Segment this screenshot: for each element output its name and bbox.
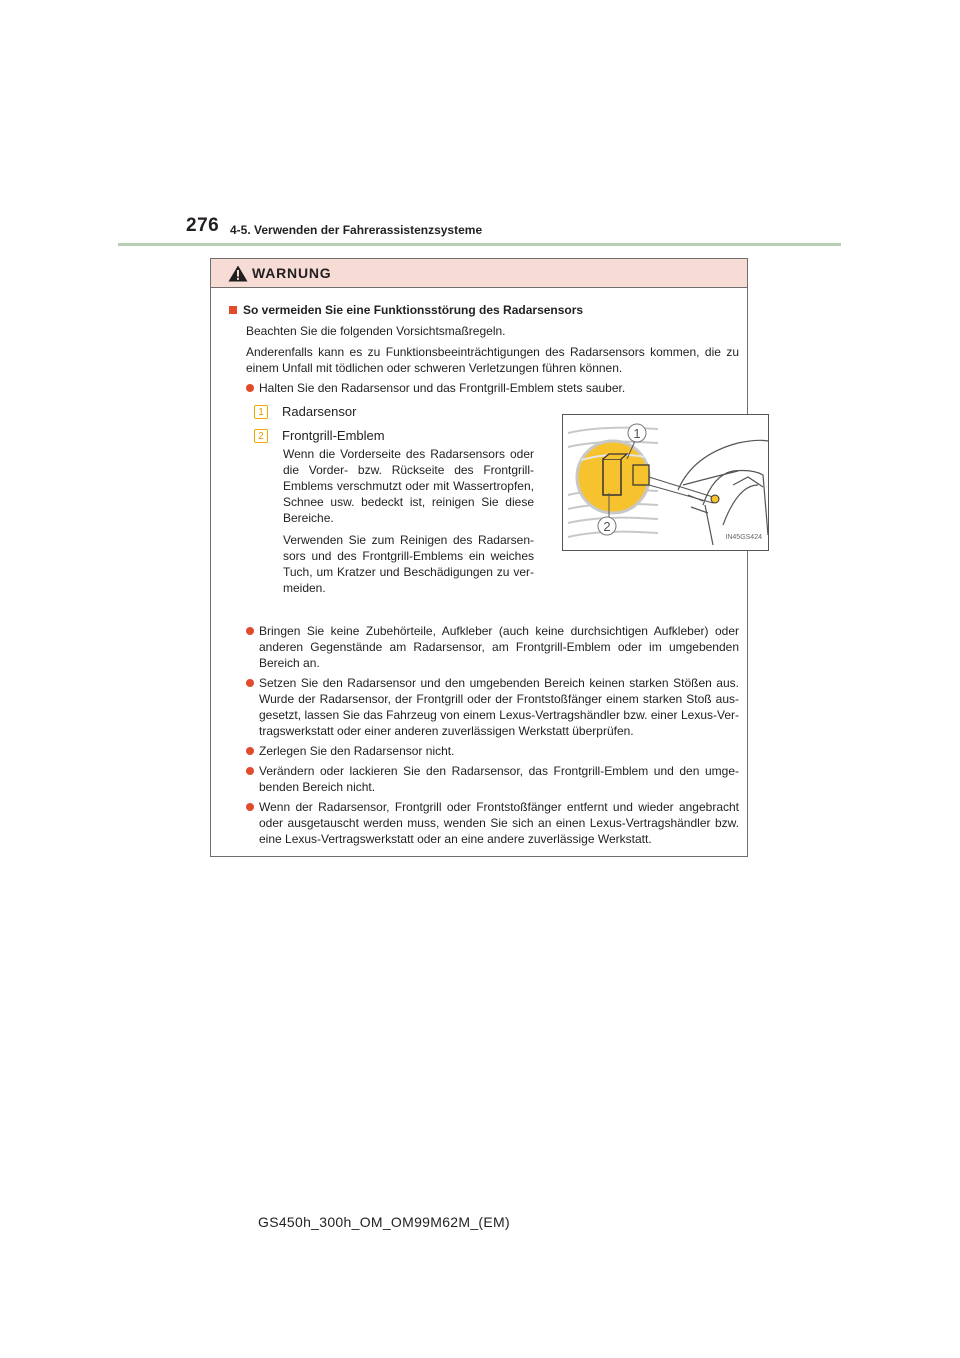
bullet-dot-icon (246, 627, 254, 635)
number-1-icon: 1 (254, 405, 268, 419)
bullet-item (246, 799, 739, 847)
legend-description: Wenn die Vorderseite des Radarsensors oder die Vorder- bzw. Rückseite des Frontgrill-Emblems verschmutzt oder mit Wassertropfen, Schnee usw. bedeckt ist, reinigen Sie diese Bereiche. (283, 447, 534, 525)
document-code: GS450h_300h_OM_OM99M62M_(EM) (258, 1214, 510, 1230)
figure-code: IN45GS424 (725, 534, 762, 541)
warning-body (211, 288, 762, 847)
legend-block (246, 404, 762, 619)
figure-callout-2: 2 (603, 519, 611, 534)
bullet-item (246, 763, 739, 795)
bullet-item (246, 623, 739, 671)
legend-label: Frontgrill-Emblem (282, 428, 385, 443)
legend-description: Verwenden Sie zum Reinigen des Radarsen-sors und des Frontgrill-Emblems ein weiches Tuch, um Kratzer und Beschädigungen zu ver-meiden. (283, 533, 534, 595)
bullet-text: Wenn der Radarsensor, Frontgrill oder Frontstoßfänger entfernt und wieder angebracht oder ausgetauscht werden muss, wenden Sie sich an einen Lexus-Vertragshändler bzw. eine Lexus-Vertragswerkstatt oder an eine andere zuverlässige Werkstatt. (259, 800, 739, 846)
page-number: 276 (186, 215, 220, 236)
bullet-dot-icon (246, 803, 254, 811)
warning-box (210, 258, 762, 857)
warning-title: WARNUNG (252, 265, 332, 281)
warning-triangle-icon (228, 265, 248, 282)
header-rule (118, 243, 841, 246)
bullet-text: Halten Sie den Radarsensor und das Frontgrill-Emblem stets sauber. (259, 381, 626, 395)
section-title: 4-5. Verwenden der Fahrerassistenzsysteme (230, 223, 483, 237)
figure-callout-1: 1 (633, 426, 641, 441)
bullet-dot-icon (246, 679, 254, 687)
bullet-dot-icon (246, 767, 254, 775)
bullet-item (246, 743, 739, 759)
bullet-dot-icon (246, 384, 254, 392)
number-2-icon: 2 (254, 429, 268, 443)
bullet-text: Bringen Sie keine Zubehörteile, Aufkleber (auch keine durchsichtigen Aufkleber) oder anderen Gegenstände am Radarsensor, am Frontgrill-Emblem oder im umgebenden Bereich an. (259, 624, 739, 670)
legend-label: Radarsensor (282, 404, 357, 419)
warning-heading-text: So vermeiden Sie eine Funktionsstörung des Radarsensors (243, 303, 584, 317)
radar-sensor-figure (562, 414, 769, 551)
warning-heading (228, 302, 739, 318)
bullet-item (246, 380, 739, 396)
warning-header (211, 259, 747, 288)
bullet-dot-icon (246, 747, 254, 755)
bullet-text: Zerlegen Sie den Radarsensor nicht. (259, 744, 455, 758)
warning-consequence: Anderenfalls kann es zu Funktionsbeeinträchtigungen des Radarsensors kommen, die zu einem Unfall mit tödlichen oder schweren Verletzungen führen können. (246, 345, 739, 375)
bullet-text: Setzen Sie den Radarsensor und den umgebenden Bereich keinen starken Stößen aus. Wurde der Radarsensor, der Frontgrill oder der Frontstoßfänger einem starken Stoß aus-gesetzt, lassen Sie das Fahrzeug von einem Lexus-Vertragshändler bzw. einer Lexus-Ver-tragswerkstatt oder einer anderen zuverlässigen Werkstatt überprüfen. (259, 676, 739, 738)
bullet-item (246, 675, 739, 739)
warning-intro: Beachten Sie die folgenden Vorsichtsmaßregeln. (246, 324, 506, 338)
bullet-text: Verändern oder lackieren Sie den Radarsensor, das Frontgrill-Emblem und den umge-benden Bereich nicht. (259, 764, 739, 794)
square-bullet-icon (229, 306, 237, 314)
